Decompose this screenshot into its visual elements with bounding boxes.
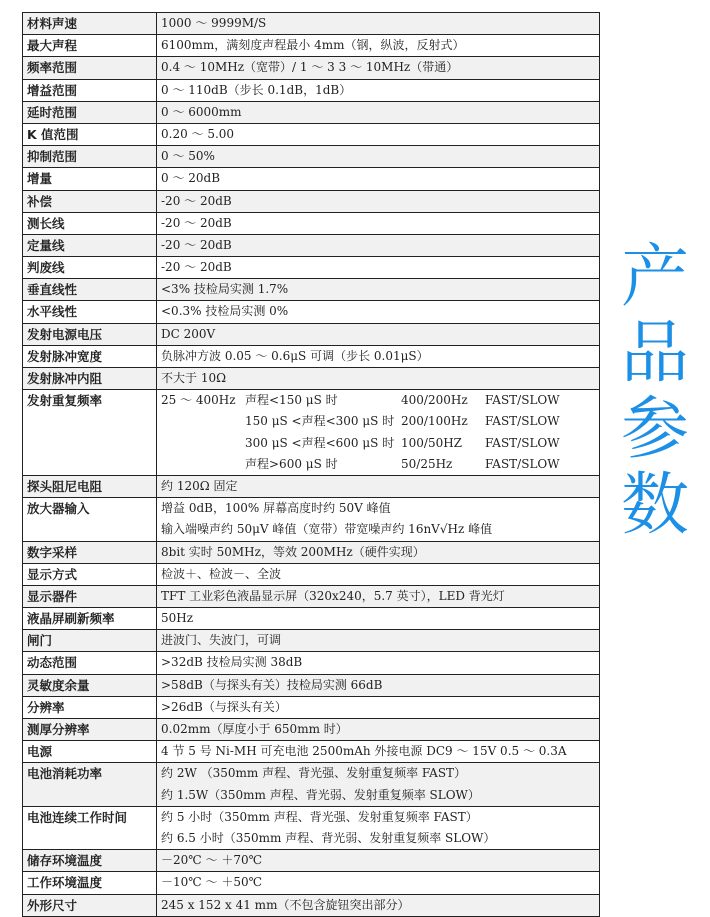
repeat-rate-cell: 200/100Hz	[401, 414, 468, 429]
spec-value-line: 不大于 10Ω	[161, 371, 227, 385]
spec-label: 水平线性	[23, 301, 157, 323]
repeat-rate-cell: FAST/SLOW	[485, 456, 560, 471]
spec-row	[23, 79, 600, 101]
spec-value	[157, 345, 600, 367]
spec-value-line: 4 节 5 号 Ni-MH 可充电池 2500mAh 外接电源 DC9 ～ 15V 0.5 ～ 0.3A	[161, 744, 567, 759]
spec-value	[157, 146, 600, 168]
spec-table	[22, 12, 600, 917]
spec-value-line: 约 5 小时（350mm 声程、背光强、发射重复频率 FAST）	[161, 809, 478, 824]
spec-value	[157, 585, 600, 607]
spec-value	[157, 608, 600, 630]
spec-row	[23, 894, 600, 916]
repeat-rate-cell: 400/200Hz	[401, 393, 468, 408]
spec-label: 外形尺寸	[23, 894, 157, 916]
side-title-char: 产	[620, 238, 689, 317]
spec-row	[23, 475, 600, 497]
spec-value	[157, 101, 600, 123]
spec-label: 垂直线性	[23, 279, 157, 301]
spec-row	[23, 872, 600, 894]
spec-value-line: >32dB 技检局实测 38dB	[161, 655, 303, 670]
repeat-rate-cell: FAST/SLOW	[485, 414, 560, 429]
spec-value	[157, 894, 600, 916]
spec-row	[23, 123, 600, 145]
spec-row	[23, 168, 600, 190]
spec-value-line: 检波＋、检波－、全波	[161, 566, 282, 581]
spec-row	[23, 35, 600, 57]
spec-value	[157, 498, 600, 541]
spec-value-line: >26dB（与探头有关）	[161, 699, 287, 714]
spec-row	[23, 696, 600, 718]
spec-row	[23, 763, 600, 806]
repeat-rate-cell: 25 ～ 400Hz	[161, 393, 236, 408]
spec-value-line: 0.20 ～ 5.00	[161, 126, 235, 141]
spec-row	[23, 234, 600, 256]
repeat-rate-cell	[161, 411, 245, 432]
spec-value	[157, 872, 600, 894]
spec-label: K 值范围	[23, 123, 157, 145]
spec-label: 材料声速	[23, 13, 157, 35]
spec-label: 抑制范围	[23, 146, 157, 168]
spec-value-line: 0 ～ 50%	[161, 149, 215, 164]
spec-value	[157, 390, 600, 476]
spec-label: 最大声程	[23, 35, 157, 57]
spec-label: 分辨率	[23, 696, 157, 718]
spec-row	[23, 719, 600, 741]
repeat-rate-line	[161, 454, 595, 475]
spec-label: 发射脉冲内阻	[23, 368, 157, 390]
spec-row	[23, 498, 600, 541]
spec-label: 放大器输入	[23, 498, 157, 541]
spec-row	[23, 630, 600, 652]
spec-value-line: 输入端噪声约 50μV 峰值（宽带）带宽噪声约 16nV√Hz 峰值	[161, 522, 493, 537]
spec-value-line: -20 ～ 20dB	[161, 260, 232, 275]
spec-value	[157, 323, 600, 345]
spec-row	[23, 563, 600, 585]
spec-value-line: 约 6.5 小时（350mm 声程、背光弱、发射重复频率 SLOW）	[161, 830, 496, 845]
repeat-rate-line	[161, 411, 595, 432]
side-title-char: 数	[620, 466, 689, 545]
repeat-rate-cell: 声程>600 μS 时	[245, 456, 338, 471]
repeat-rate-cell	[161, 433, 245, 454]
repeat-rate-cell	[161, 454, 245, 475]
spec-label: 测厚分辨率	[23, 719, 157, 741]
spec-value	[157, 563, 600, 585]
repeat-rate-cell: 150 μS <声程<300 μS 时	[245, 414, 395, 429]
spec-value-line: 负脉冲方波 0.05 ～ 0.6μS 可调（步长 0.01μS）	[161, 348, 429, 363]
side-title-char: 品	[620, 314, 689, 393]
repeat-rate-line	[161, 390, 595, 411]
spec-value	[157, 123, 600, 145]
spec-value-line: DC 200V	[161, 326, 216, 341]
spec-value	[157, 79, 600, 101]
spec-label: 探头阻尼电阻	[23, 475, 157, 497]
spec-label: 电源	[23, 741, 157, 763]
spec-label: 数字采样	[23, 541, 157, 563]
repeat-rate-line	[161, 433, 595, 454]
spec-value-line: 约 1.5W（350mm 声程、背光弱、发射重复频率 SLOW）	[161, 787, 480, 802]
spec-label: 工作环境温度	[23, 872, 157, 894]
spec-value-line: 1000 ～ 9999M/S	[161, 16, 267, 30]
spec-label: 增量	[23, 168, 157, 190]
spec-value-line: 0.4 ～ 10MHz（宽带）/ 1 ～ 3 3 ～ 10MHz（带通）	[161, 60, 459, 75]
spec-value	[157, 257, 600, 279]
spec-value	[157, 541, 600, 563]
spec-row	[23, 13, 600, 35]
spec-value-line: 0 ～ 110dB（步长 0.1dB，1dB）	[161, 82, 352, 97]
spec-value	[157, 475, 600, 497]
spec-value-line: －10℃ ～ ＋50℃	[161, 875, 263, 890]
spec-value	[157, 301, 600, 323]
side-title-char: 参	[620, 390, 689, 469]
spec-label: 定量线	[23, 234, 157, 256]
spec-value	[157, 35, 600, 57]
spec-value-line: 0 ～ 6000mm	[161, 104, 242, 119]
spec-row	[23, 541, 600, 563]
spec-row	[23, 368, 600, 390]
spec-value	[157, 630, 600, 652]
spec-row	[23, 212, 600, 234]
spec-value-line: 6100mm，满刻度声程最小 4mm（钢，纵波，反射式）	[161, 38, 465, 53]
spec-row	[23, 146, 600, 168]
spec-label: 发射电源电压	[23, 323, 157, 345]
spec-row	[23, 257, 600, 279]
spec-row	[23, 57, 600, 79]
spec-label: 电池消耗功率	[23, 763, 157, 806]
spec-row	[23, 741, 600, 763]
spec-row	[23, 301, 600, 323]
spec-value-line: 增益 0dB，100% 屏幕高度时约 50V 峰值	[161, 501, 391, 516]
spec-value-line: 约 120Ω 固定	[161, 478, 238, 493]
spec-value	[157, 806, 600, 849]
repeat-rate-cell: 声程<150 μS 时	[245, 393, 338, 408]
spec-value	[157, 212, 600, 234]
spec-row	[23, 608, 600, 630]
spec-value	[157, 368, 600, 390]
spec-value-line: -20 ～ 20dB	[161, 237, 232, 252]
spec-row	[23, 190, 600, 212]
spec-row	[23, 279, 600, 301]
spec-value-line: 0 ～ 20dB	[161, 171, 221, 186]
spec-label: 发射重复频率	[23, 390, 157, 476]
spec-row	[23, 674, 600, 696]
side-title	[610, 240, 700, 544]
spec-row	[23, 345, 600, 367]
spec-label: 储存环境温度	[23, 850, 157, 872]
spec-label: 闸门	[23, 630, 157, 652]
spec-row	[23, 323, 600, 345]
spec-value-line: 8bit 实时 50MHz，等效 200MHz（硬件实现）	[161, 544, 425, 559]
repeat-rate-cell: 50/25Hz	[401, 456, 453, 471]
spec-value	[157, 741, 600, 763]
spec-row	[23, 850, 600, 872]
spec-label: 判废线	[23, 257, 157, 279]
spec-value	[157, 696, 600, 718]
spec-label: 频率范围	[23, 57, 157, 79]
spec-label: 测长线	[23, 212, 157, 234]
spec-value	[157, 190, 600, 212]
spec-value-line: <0.3% 技检局实测 0%	[161, 304, 289, 319]
spec-label: 显示方式	[23, 563, 157, 585]
repeat-rate-cell: FAST/SLOW	[485, 435, 560, 450]
spec-row	[23, 806, 600, 849]
spec-value	[157, 57, 600, 79]
spec-row	[23, 652, 600, 674]
spec-value-line: 约 2W （350mm 声程、背光强、发射重复频率 FAST）	[161, 766, 467, 781]
spec-value	[157, 652, 600, 674]
spec-value	[157, 279, 600, 301]
spec-label: 灵敏度余量	[23, 674, 157, 696]
spec-value-line: >58dB（与探头有关）技检局实测 66dB	[161, 677, 383, 692]
spec-value	[157, 719, 600, 741]
spec-value-line: 进波门、失波门，可调	[161, 633, 282, 648]
spec-value	[157, 850, 600, 872]
spec-value	[157, 674, 600, 696]
repeat-rate-cell: 100/50HZ	[401, 435, 463, 450]
spec-label: 动态范围	[23, 652, 157, 674]
spec-label: 补偿	[23, 190, 157, 212]
spec-value	[157, 13, 600, 35]
spec-value-line: -20 ～ 20dB	[161, 215, 232, 230]
spec-value-line: 245 x 152 x 41 mm（不包含旋钮突出部分）	[161, 897, 410, 912]
repeat-rate-cell: FAST/SLOW	[485, 393, 560, 408]
spec-value-line: TFT 工业彩色液晶显示屏（320x240，5.7 英寸），LED 背光灯	[161, 588, 505, 603]
spec-label: 液晶屏刷新频率	[23, 608, 157, 630]
spec-value	[157, 763, 600, 806]
spec-label: 发射脉冲宽度	[23, 345, 157, 367]
spec-value	[157, 168, 600, 190]
spec-value-line: 0.02mm（厚度小于 650mm 时）	[161, 722, 348, 736]
spec-label: 延时范围	[23, 101, 157, 123]
spec-value-line: －20℃ ～ ＋70℃	[161, 853, 263, 868]
spec-row	[23, 390, 600, 476]
spec-label: 电池连续工作时间	[23, 806, 157, 849]
spec-row	[23, 101, 600, 123]
spec-label: 增益范围	[23, 79, 157, 101]
spec-row	[23, 585, 600, 607]
spec-label: 显示器件	[23, 585, 157, 607]
repeat-rate-cell: 300 μS <声程<600 μS 时	[245, 435, 395, 450]
spec-value-line: 50Hz	[161, 611, 194, 626]
spec-value-line: <3% 技检局实测 1.7%	[161, 282, 289, 297]
spec-value	[157, 234, 600, 256]
spec-value-line: -20 ～ 20dB	[161, 193, 232, 208]
